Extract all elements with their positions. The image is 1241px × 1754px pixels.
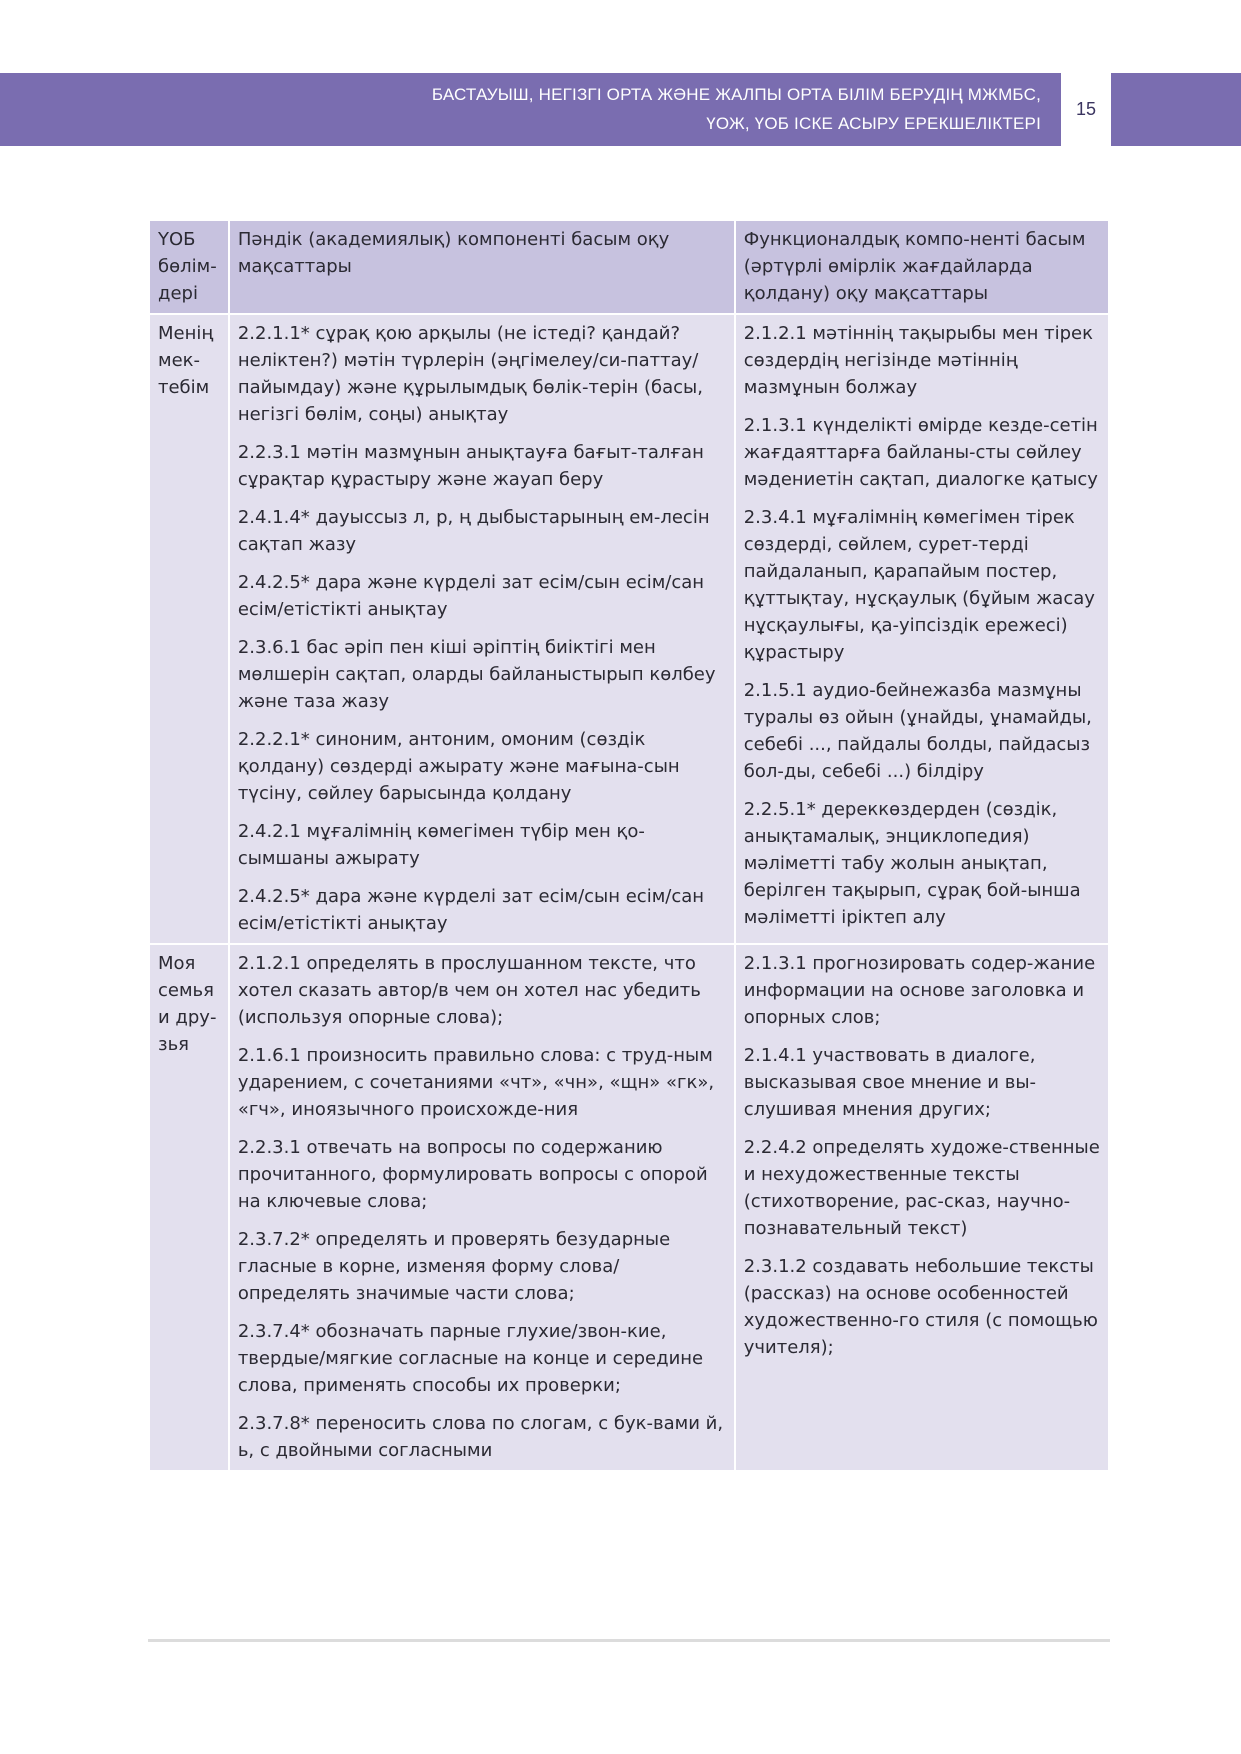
objective-item: 2.3.7.2* определять и проверять безударные гласные в корне, изменяя форму слова/определять значимые части слова; (237, 1229, 671, 1304)
objective-item: 2.2.3.1 мәтін мазмұнын анықтауға бағыт-талған сұрақтар құрастыру және жауап беру (237, 442, 704, 490)
section-cell: Менің мек-тебім (149, 314, 229, 944)
page-number: 15 (1075, 99, 1097, 119)
header-section: ҮОБ бөлім-дері (149, 220, 229, 314)
header-functional: Функционалдық компо-ненті басым (әртүрлі өмірлік жағдайларда қолдану) оқу мақсаттары (735, 220, 1109, 314)
functional-objectives-cell (735, 944, 1109, 1471)
functional-objectives-cell (735, 314, 1109, 944)
header-academic: Пәндік (академиялық) компоненті басым оқу мақсаттары (229, 220, 735, 314)
running-header-line-2: ҮОЖ, ҮОБ ІСКЕ АСЫРУ ЕРЕКШЕЛІКТЕРІ (706, 114, 1041, 133)
objective-item: 2.3.6.1 бас әріп пен кіші әріптің биіктігі мен мөлшерін сақтап, оларды байланыстырып көлбеу және таза жазу (237, 637, 716, 712)
table-header-row (149, 220, 1109, 314)
objective-item: 2.3.7.8* переносить слова по слогам, с бук-вами й, ь, с двойными согласными (237, 1413, 724, 1461)
objective-item: 2.1.6.1 произносить правильно слова: с труд-ным ударением, с сочетаниями «чт», «чн», «щн» «гк», «гч», иноязычного происхожде-ния (237, 1045, 715, 1120)
objective-item: 2.1.3.1 прогнозировать содер-жание информации на основе заголовка и опорных слов; (743, 953, 1096, 1028)
objective-item: 2.4.2.1 мұғалімнің көмегімен түбір мен қо-сымшаны ажырату (237, 821, 645, 869)
objective-item: 2.3.1.2 создавать небольшие тексты (рассказ) на основе особенностей художественно-го стиля (с помощью учителя); (743, 1256, 1098, 1358)
objective-item: 2.4.1.4* дауыссыз л, р, ң дыбыстарының ем-лесін сақтап жазу (237, 507, 710, 555)
objective-item: 2.1.2.1 мәтіннің тақырыбы мен тірек сөздердің негізінде мәтіннің мазмұнын болжау (743, 323, 1093, 398)
objective-item: 2.2.5.1* дереккөздерден (сөздік, анықтамалық, энциклопедия) мәліметті табу жолын анықтап, берілген тақырып, сұрақ бой-ынша мәліметті іріктеп алу (743, 799, 1081, 928)
objective-item: 2.4.2.5* дара және күрделі зат есім/сын есім/сан есім/етістікті анықтау (237, 572, 705, 620)
header-band (0, 73, 1061, 146)
academic-objectives-cell (229, 944, 735, 1471)
section-cell: Моя семья и дру-зья (149, 944, 229, 1471)
table-row (149, 314, 1109, 944)
objective-item: 2.3.4.1 мұғалімнің көмегімен тірек сөздерді, сөйлем, сурет-терді пайдаланып, қарапайым постер, құттықтау, нұсқаулық (бұйым жасау нұсқаулығы, қа-уіпсіздік ережесі) құрастыру (743, 507, 1095, 663)
objective-item: 2.2.4.2 определять художе-ственные и нехудожественные тексты (стихотворение, рас-сказ, научно-познавательный текст) (743, 1137, 1100, 1239)
objective-item: 2.1.5.1 аудио-бейнежазба мазмұны туралы өз ойын (ұнайды, ұнамайды, себебі ..., пайдалы болды, пайдасыз бол-ды, себебі ...) білдіру (743, 680, 1092, 782)
running-header-line-1: БАСТАУЫШ, НЕГІЗГІ ОРТА ЖӘНЕ ЖАЛПЫ ОРТА БІЛІМ БЕРУДІҢ МЖМБС, (431, 85, 1041, 104)
objective-item: 2.1.3.1 күнделікті өмірде кезде-сетін жағдаяттарға байланы-сты сөйлеу мәдениетін сақтап, диалогке қатысу (743, 415, 1098, 490)
footer-divider (148, 1639, 1110, 1642)
objective-item: 2.1.2.1 определять в прослушанном тексте, что хотел сказать автор/в чем он хотел нас убедить (используя опорные слова); (237, 953, 701, 1028)
header-band-tail (1111, 73, 1241, 146)
objective-item: 2.2.2.1* синоним, антоним, омоним (сөздік қолдану) сөздерді ажырату және мағына-сын түсіну, сөйлеу барысында қолдану (237, 729, 680, 804)
objective-item: 2.1.4.1 участвовать в диалоге, высказывая свое мнение и вы-слушивая мнения других; (743, 1045, 1037, 1120)
table-row (149, 944, 1109, 1471)
curriculum-table (148, 219, 1110, 1472)
objective-item: 2.3.7.4* обозначать парные глухие/звон-кие, твердые/мягкие согласные на конце и середине слова, применять способы их проверки; (237, 1321, 704, 1396)
objective-item: 2.2.3.1 отвечать на вопросы по содержанию прочитанного, формулировать вопросы с опорой на ключевые слова; (237, 1137, 708, 1212)
objective-item: 2.2.1.1* сұрақ қою арқылы (не істеді? қандай? неліктен?) мәтін түрлерін (әңгімелеу/си-паттау/пайымдау) және құрылымдық бөлік-терін (басы, негізгі бөлім, соңы) анықтау (237, 323, 703, 425)
running-header (432, 80, 1041, 138)
objective-item: 2.4.2.5* дара және күрделі зат есім/сын есім/сан есім/етістікті анықтау (237, 886, 705, 934)
academic-objectives-cell (229, 314, 735, 944)
